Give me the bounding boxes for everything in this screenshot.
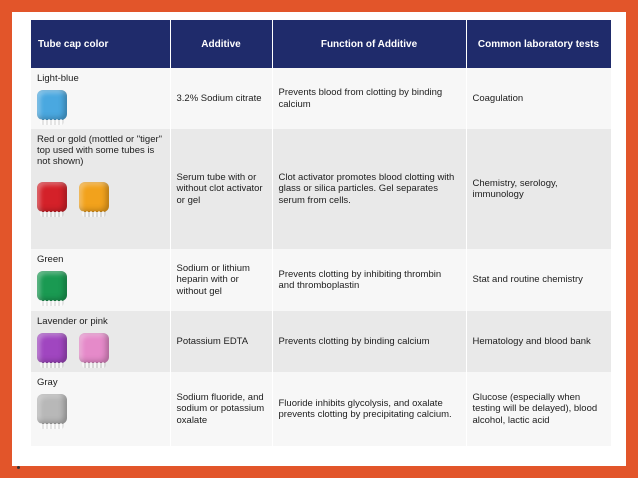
function-cell: Clot activator promotes blood clotting with glass or silica particles. Gel separates serum from cells. — [272, 129, 466, 249]
tests-cell: Hematology and blood bank — [466, 311, 611, 372]
header-additive: Additive — [170, 20, 272, 68]
function-cell: Prevents clotting by inhibiting thrombin and thromboplastin — [272, 249, 466, 311]
green-tube-icon — [37, 271, 67, 301]
cap-label: Light-blue — [37, 73, 79, 84]
slide-frame — [12, 12, 626, 466]
cap-cell — [31, 129, 170, 249]
tests-cell: Glucose (especially when testing will be delayed), blood alcohol, lactic acid — [466, 372, 611, 446]
table-row — [31, 372, 611, 446]
gold-tube-icon — [79, 182, 109, 212]
tube-table — [31, 20, 612, 446]
red-tube-icon — [37, 182, 67, 212]
function-cell: Prevents blood from clotting by binding calcium — [272, 68, 466, 129]
function-cell: Prevents clotting by binding calcium — [272, 311, 466, 372]
additive-cell: Sodium or lithium heparin with or without gel — [170, 249, 272, 311]
function-cell: Fluoride inhibits glycolysis, and oxalate prevents clotting by precipitating calcium. — [272, 372, 466, 446]
cap-cell — [31, 249, 170, 311]
table-row — [31, 249, 611, 311]
cap-label: Gray — [37, 377, 58, 388]
table-row — [31, 129, 611, 249]
additive-cell: 3.2% Sodium citrate — [170, 68, 272, 129]
gray-tube-icon — [37, 394, 67, 424]
header-tube-cap-color: Tube cap color — [31, 20, 170, 68]
table-row — [31, 311, 611, 372]
additive-cell: Serum tube with or without clot activator or gel — [170, 129, 272, 249]
cap-cell — [31, 311, 170, 372]
tests-cell: Coagulation — [466, 68, 611, 129]
tube-images — [37, 394, 164, 424]
cap-label: Lavender or pink — [37, 316, 108, 327]
table-header-row — [31, 20, 611, 68]
lavender-tube-icon — [37, 333, 67, 363]
tube-images — [37, 333, 164, 363]
tube-images — [37, 90, 164, 120]
header-function: Function of Additive — [272, 20, 466, 68]
tube-images — [37, 271, 164, 301]
pink-tube-icon — [79, 333, 109, 363]
additive-cell: Potassium EDTA — [170, 311, 272, 372]
tube-images — [37, 182, 164, 212]
bullet-dot — [17, 466, 20, 469]
light-blue-tube-icon — [37, 90, 67, 120]
header-common-tests: Common laboratory tests — [466, 20, 611, 68]
cap-cell — [31, 68, 170, 129]
cap-label: Red or gold (mottled or "tiger" top used with some tubes is not shown) — [37, 134, 163, 168]
tests-cell: Chemistry, serology, immunology — [466, 129, 611, 249]
tests-cell: Stat and routine chemistry — [466, 249, 611, 311]
table-row — [31, 68, 611, 129]
additive-cell: Sodium fluoride, and sodium or potassium oxalate — [170, 372, 272, 446]
cap-label: Green — [37, 254, 64, 265]
cap-cell — [31, 372, 170, 446]
